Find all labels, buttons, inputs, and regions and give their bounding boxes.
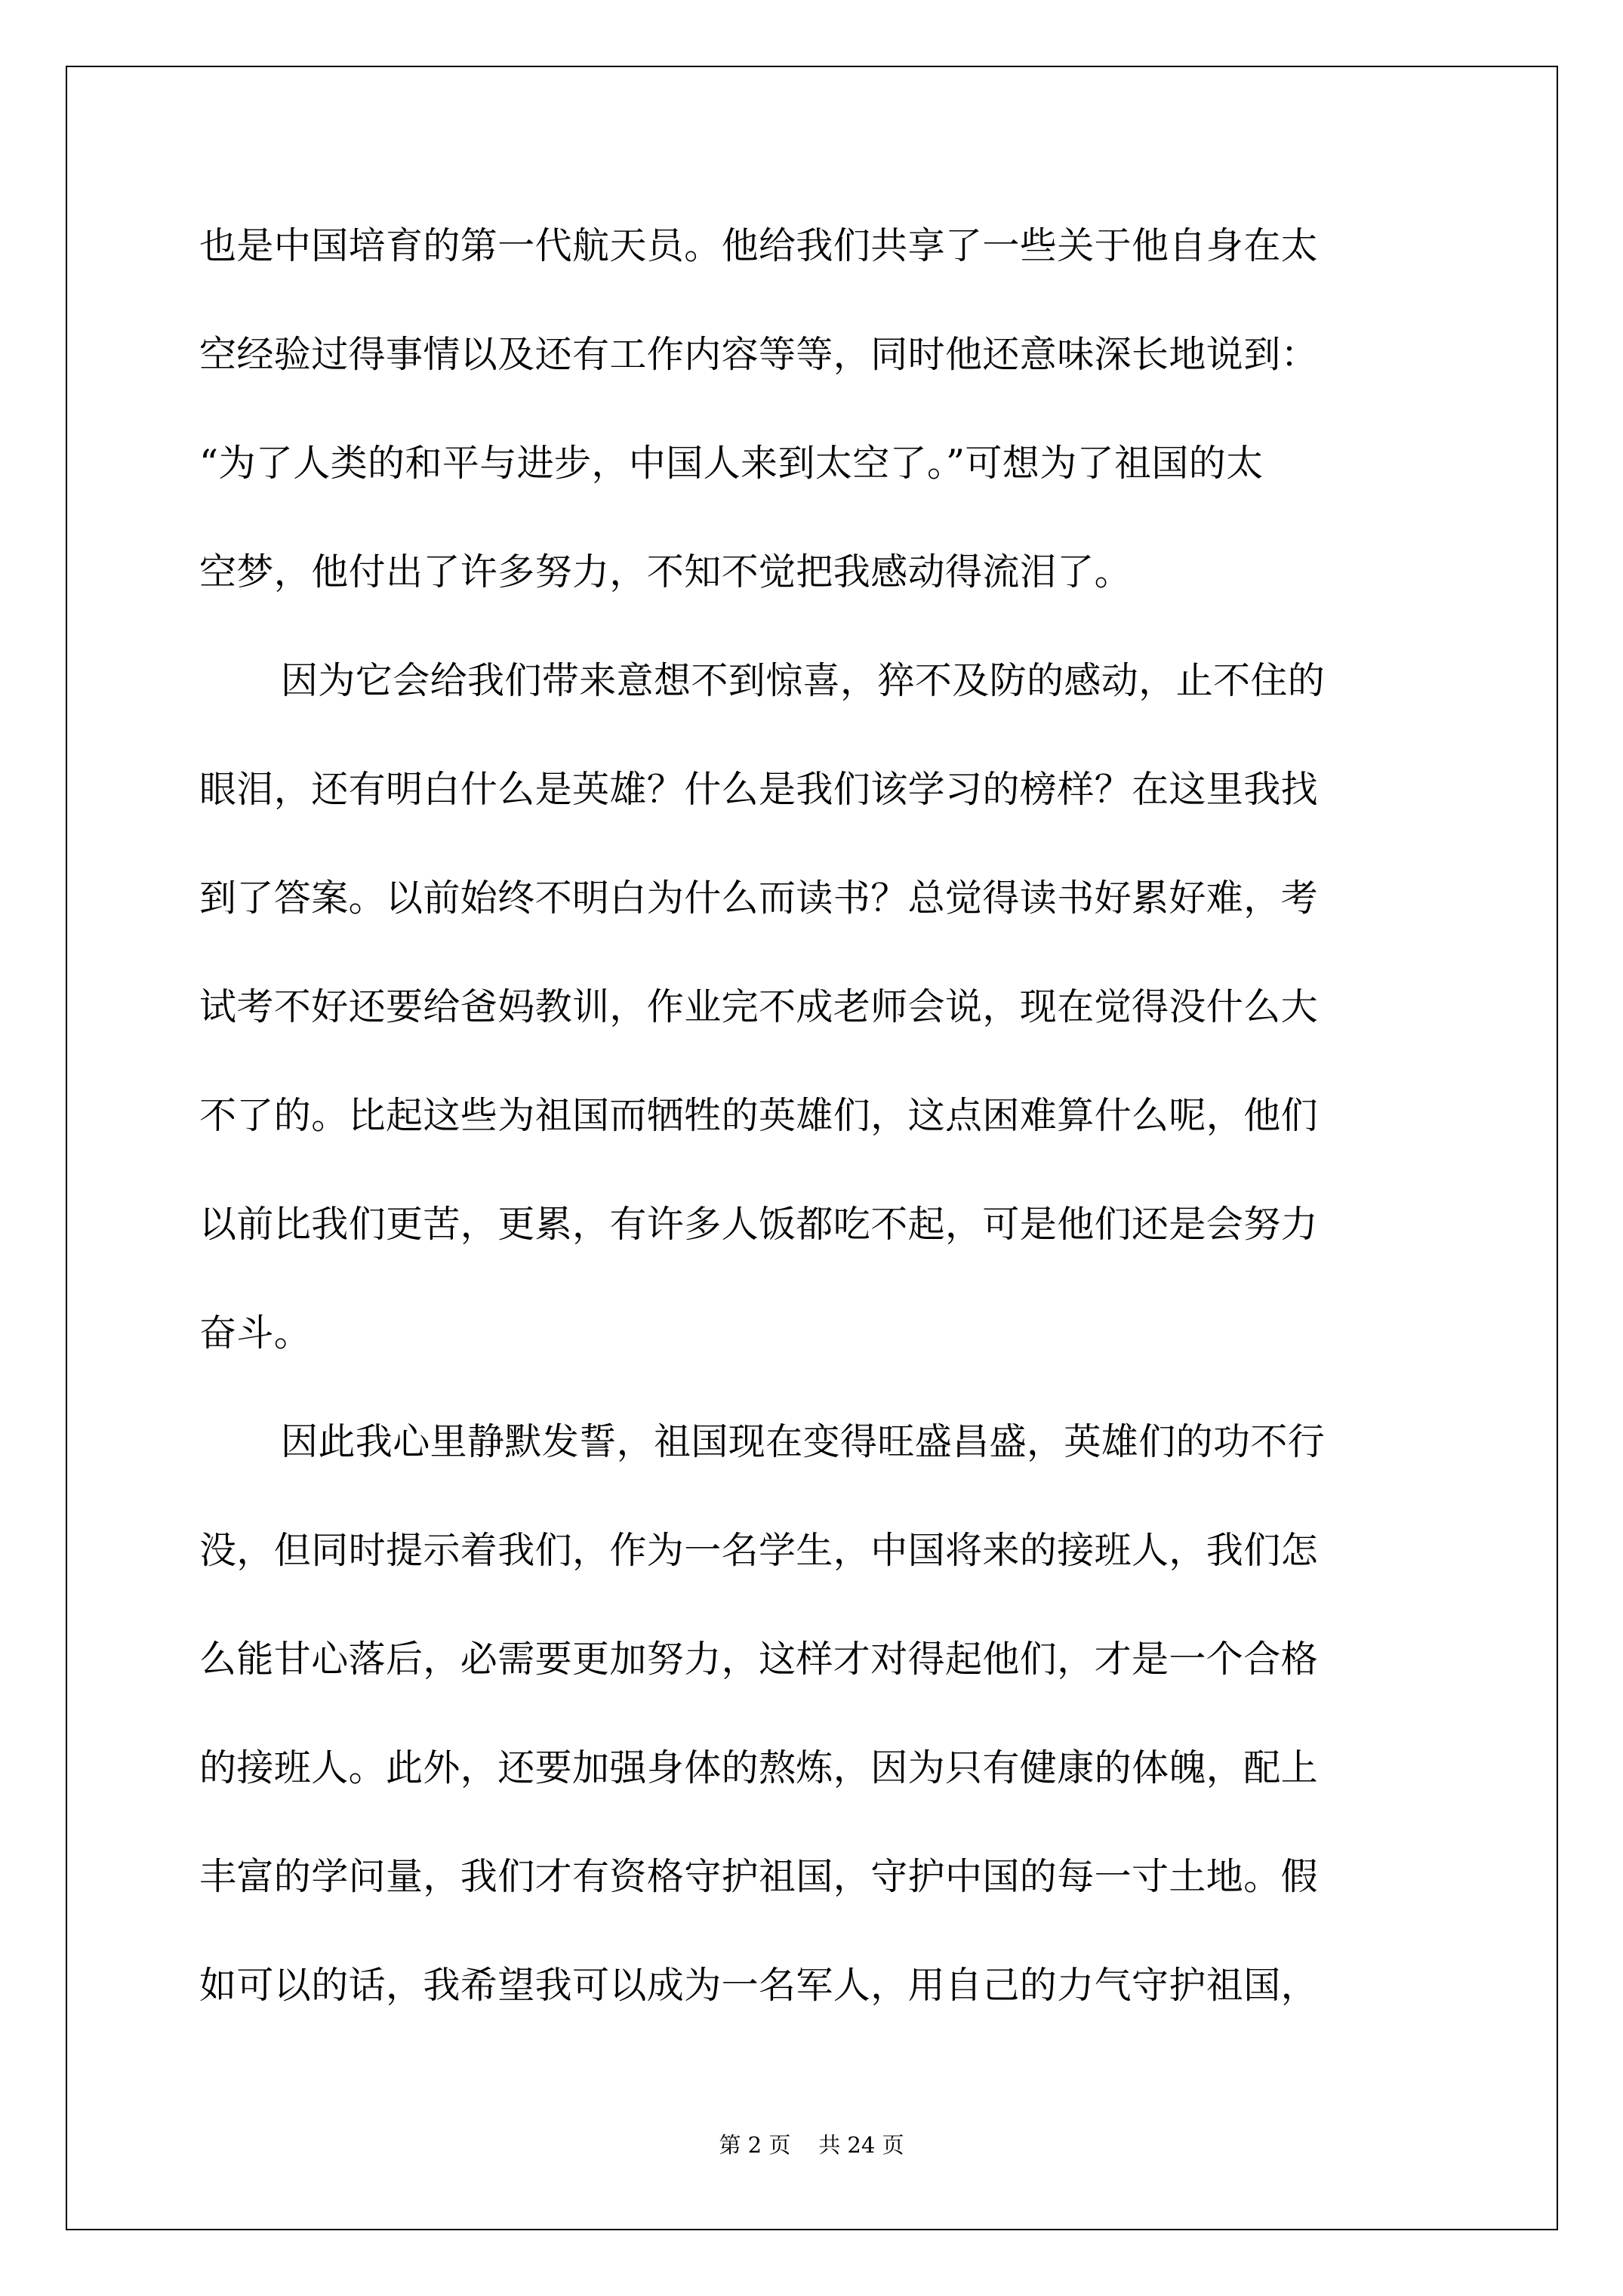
text-line: 眼泪，还有明白什么是英雄？什么是我们该学习的榜样？在这里我找: [199, 768, 1319, 811]
text-line: 不了的。比起这些为祖国而牺牲的英雄们，这点困难算什么呢，他们: [199, 1094, 1319, 1137]
text-line: 没，但同时提示着我们，作为一名学生，中国将来的接班人，我们怎: [199, 1529, 1319, 1572]
text-line: 的接班人。此外，还要加强身体的熬炼，因为只有健康的体魄，配上: [199, 1746, 1319, 1789]
text-line: 如可以的话，我希望我可以成为一名军人，用自己的力气守护祖国，: [199, 1964, 1319, 2007]
text-line: 因此我心里静默发誓，祖国现在变得旺盛昌盛，英雄们的功不行: [281, 1420, 1326, 1463]
text-line: 空经验过得事情以及还有工作内容等等，同时他还意味深长地说到：: [199, 333, 1319, 376]
text-line: 奋斗。: [199, 1311, 312, 1354]
text-line: 么能甘心落后，必需要更加努力，这样才对得起他们，才是一个合格: [199, 1638, 1319, 1681]
text-line: 到了答案。以前始终不明白为什么而读书？总觉得读书好累好难，考: [199, 877, 1319, 920]
text-line: 因为它会给我们带来意想不到惊喜，猝不及防的感动，止不住的: [281, 659, 1326, 702]
text-line: 以前比我们更苦，更累，有许多人饭都吃不起，可是他们还是会努力: [199, 1203, 1319, 1246]
text-line: 空梦，他付出了许多努力，不知不觉把我感动得流泪了。: [199, 550, 1132, 593]
page-number-footer: 第 2 页 共 24 页: [719, 2132, 904, 2158]
text-line: 试考不好还要给爸妈教训，作业完不成老师会说，现在觉得没什么大: [199, 985, 1319, 1028]
text-line: 也是中国培育的第一代航天员。他给我们共享了一些关于他自身在太: [199, 224, 1319, 267]
text-line: “为了人类的和平与进步，中国人来到太空了。”可想为了祖国的太: [199, 442, 1264, 485]
document-body: [199, 219, 1425, 2067]
text-line: 丰富的学问量，我们才有资格守护祖国，守护中国的每一寸土地。假: [199, 1855, 1319, 1898]
